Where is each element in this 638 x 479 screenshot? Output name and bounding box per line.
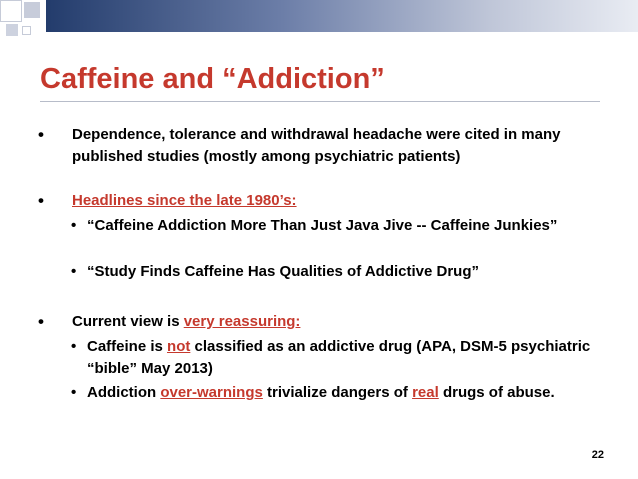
header-gradient-bar: [46, 0, 638, 32]
emphasis-text: very reassuring:: [183, 313, 301, 330]
bullet-icon: •: [38, 191, 44, 210]
page-number: 22: [591, 449, 604, 461]
bullet-icon: •: [38, 125, 44, 144]
slide-title: Caffeine and “Addiction”: [40, 63, 385, 95]
bullet-icon: •: [71, 338, 77, 355]
bullet-item: [38, 311, 592, 333]
sub-bullet-text-pre: Caffeine is: [87, 338, 168, 355]
header-square: [22, 26, 31, 35]
sub-bullet-item: [71, 261, 592, 283]
emphasis-text: over-warnings: [160, 384, 263, 401]
bullet-icon: •: [71, 384, 77, 401]
headlines-link-text: Headlines since the late 1980’s:: [72, 192, 297, 209]
bullet-icon: •: [71, 217, 77, 234]
sub-bullet-item: [71, 215, 592, 237]
sub-bullet-text-post: classified as an addictive drug (APA, DSM-5 psychiatric “bible” May 2013): [87, 338, 591, 377]
sub-bullet-text-post: drugs of abuse.: [438, 384, 555, 401]
header-square: [6, 24, 18, 36]
sub-bullet-text-mid: trivialize dangers of: [262, 384, 413, 401]
sub-bullet-item: [71, 336, 592, 380]
emphasis-text: not: [167, 338, 191, 355]
bullet-text: Dependence, tolerance and withdrawal headache were cited in many published studies (mostly among psychiatric patients): [72, 126, 561, 165]
bullet-icon: •: [38, 312, 44, 331]
sub-bullet-text-pre: Addiction: [87, 384, 161, 401]
bullet-icon: •: [71, 263, 77, 280]
bullet-item: [38, 190, 592, 212]
sub-bullet-item: [71, 382, 592, 404]
sub-bullet-text: “Study Finds Caffeine Has Qualities of Addictive Drug”: [87, 263, 479, 280]
bullet-item: [38, 124, 592, 168]
emphasis-text: real: [412, 384, 439, 401]
header-square: [24, 2, 40, 18]
sub-bullet-text: “Caffeine Addiction More Than Just Java Jive -- Caffeine Junkies”: [87, 217, 558, 234]
title-divider: [40, 101, 600, 102]
bullet-text-prefix: Current view is: [72, 313, 184, 330]
header-square: [0, 0, 22, 22]
